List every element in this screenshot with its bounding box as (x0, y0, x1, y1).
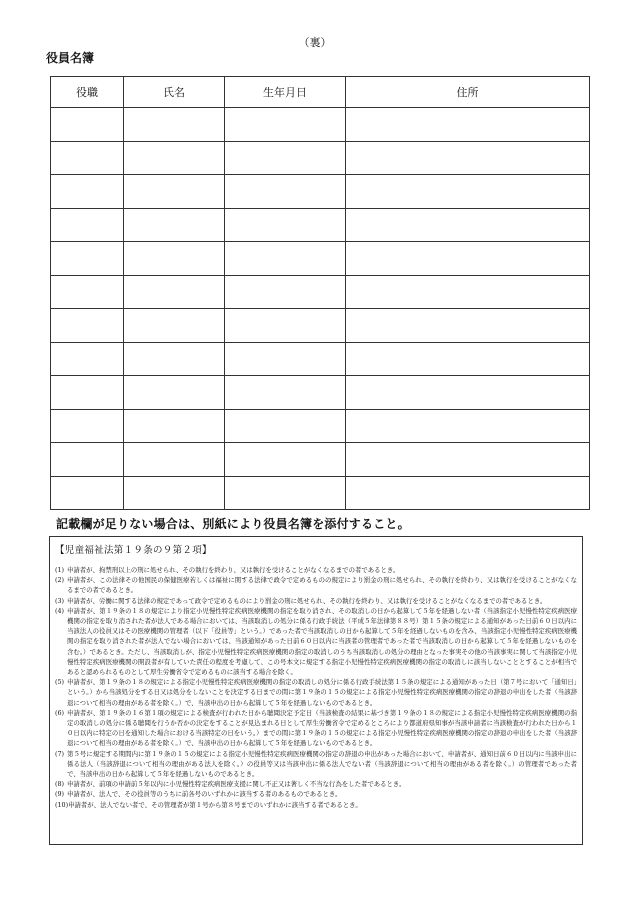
clause-number: (5) (55, 678, 65, 687)
cell-address[interactable] (346, 275, 590, 309)
cell-address[interactable] (346, 208, 590, 242)
cell-address[interactable] (346, 443, 590, 477)
clause-text: 申請者が、第１９条の１８の規定により指定小児慢性特定疾病医療機関の指定を取り消され、その取消しの日から起算して５年を経過しない者（当該指定小児慢性特定疾病医療機関の指定を取り消された者が法人である場合においては、当該取消しの処分に係る行政手続法（平成５年法律第８８号）第１５条の規定による通知があった日前６０日以内に当該法人の役員又はその医療機関の管理者（以下「役員等」という。）であった者で当該取消しの日から起算して５年を経過しないものを含み、当該指定小児慢性特定疾病医療機関の指定を取り消された者が法人でない場合においては、当該通知があった日前６０日以内に当該者の管理者であった者で当該取消しの日から起算して５年を経過しないものを含む。）であるとき。ただし、当該取消しが、指定小児慢性特定疾病医療機関の指定の取消しのうち当該取消しの処分の理由となった事実その他の当該事実に関して当該指定小児慢性特定疾病医療機関の開設者が有していた責任の程度を考慮して、この号本文に規定する指定小児慢性特定疾病医療機関の指定の取消しに該当しないこととすることが相当であると認められるものとして厚生労働省令で定めるものに該当する場合を除く。 (67, 606, 577, 677)
cell-name[interactable] (124, 108, 225, 142)
cell-position[interactable] (51, 275, 124, 309)
law-excerpt-box (49, 536, 583, 845)
table-row (51, 108, 590, 142)
cell-birthdate[interactable] (225, 208, 346, 242)
cell-name[interactable] (124, 309, 225, 343)
law-clause (55, 596, 577, 606)
table-row (51, 208, 590, 242)
cell-position[interactable] (51, 108, 124, 142)
cell-position[interactable] (51, 443, 124, 477)
law-clause (55, 708, 577, 749)
clause-text: 申請者が、拘禁刑以上の刑に処せられ、その執行を終わり、又は執行を受けることがなくなるまでの者であるとき。 (67, 566, 400, 574)
clause-text: 申請者が、法人でない者で、その管理者が第１号から第８号までのいずれかに該当する者であるとき。 (68, 800, 362, 809)
cell-address[interactable] (346, 342, 590, 376)
column-header-address: 住所 (346, 77, 590, 108)
clause-text: 第５号に規定する期間内に第１９条の１５の規定による指定小児慢性特定疾病医療機関の指定の辞退の申出があった場合において、申請者が、通知日前６０日以内に当該申出に係る法人（当該辞退について相当の理由がある法人を除く。）の役員等又は当該申出に係る法人でない者（当該辞退について相当の理由がある者を除く。）の管理者であった者で、当該申出の日から起算して５年を経過しないものであるとき。 (67, 749, 577, 779)
law-clause (55, 677, 577, 708)
cell-name[interactable] (124, 409, 225, 443)
clause-number: (1) (55, 566, 65, 574)
cell-birthdate[interactable] (225, 141, 346, 175)
page-title: 役員名簿 (46, 51, 95, 65)
table-row (51, 242, 590, 276)
law-excerpt-title: 【児童福祉法第１９条の９第２項】 (55, 545, 212, 556)
law-clause (55, 565, 577, 575)
cell-name[interactable] (124, 242, 225, 276)
law-clause-list (55, 565, 577, 810)
clause-number: (4) (55, 606, 65, 615)
clause-number: (2) (55, 576, 65, 585)
cell-name[interactable] (124, 342, 225, 376)
cell-birthdate[interactable] (225, 175, 346, 209)
table-row (51, 141, 590, 175)
clause-number: (7) (55, 749, 65, 758)
law-clause (55, 749, 577, 780)
law-clause (55, 779, 577, 789)
cell-birthdate[interactable] (225, 409, 346, 443)
clause-number: (8) (55, 780, 65, 789)
cell-name[interactable] (124, 141, 225, 175)
cell-position[interactable] (51, 309, 124, 343)
clause-text: 申請者が、労働に関する法律の規定であって政令で定めるものにより罰金の刑に処せられ、その執行を終わり、又は執行を受けることがなくなるまでの者であるとき。 (67, 596, 547, 605)
cell-address[interactable] (346, 476, 590, 510)
cell-position[interactable] (51, 342, 124, 376)
law-clause (55, 606, 577, 677)
clause-text: 申請者が、法人で、その役員等のうちに前各号のいずれかに該当する者のあるものであるとき。 (67, 790, 342, 799)
cell-birthdate[interactable] (225, 342, 346, 376)
column-header-position: 役職 (51, 77, 124, 108)
cell-address[interactable] (346, 376, 590, 410)
cell-position[interactable] (51, 208, 124, 242)
cell-name[interactable] (124, 175, 225, 209)
cell-position[interactable] (51, 476, 124, 510)
cell-position[interactable] (51, 141, 124, 175)
cell-name[interactable] (124, 376, 225, 410)
law-clause (55, 789, 577, 799)
officer-roster-table (50, 76, 590, 510)
clause-number: (10) (55, 800, 69, 809)
cell-birthdate[interactable] (225, 108, 346, 142)
column-header-birthdate: 生年月日 (225, 77, 346, 108)
cell-address[interactable] (346, 175, 590, 209)
cell-name[interactable] (124, 476, 225, 510)
clause-text: 申請者が、前項の申請前５年以内に小児慢性特定疾病医療支援に関し不正又は著しく不当な行為をした者であるとき。 (67, 780, 406, 789)
cell-address[interactable] (346, 141, 590, 175)
cell-birthdate[interactable] (225, 443, 346, 477)
cell-birthdate[interactable] (225, 275, 346, 309)
page-side-marker: （裏） (298, 36, 332, 49)
clause-text: 申請者が、第１９条の１６第１項の規定による検査が行われた日から聴聞決定予定日（当該検査の結果に基づき第１９条の１８の規定による指定小児慢性特定疾病医療機関の指定の取消しの処分に係る聴聞を行うか否かの決定をすることが見込まれる日として厚生労働省令で定めるところにより都道府県知事が当該申請者に当該検査が行われた日から１０日以内に特定の日を通知した場合における当該特定の日をいう。）までの間に第１９条の１５の規定による指定小児慢性特定疾病医療機関の指定の辞退の申出をした者（当該辞退について相当の理由がある者を除く。）で、当該申出の日から起算して５年を経過しないものであるとき。 (67, 708, 577, 748)
cell-position[interactable] (51, 409, 124, 443)
cell-address[interactable] (346, 242, 590, 276)
law-clause (55, 800, 577, 810)
law-clause (55, 575, 577, 595)
cell-position[interactable] (51, 242, 124, 276)
clause-number: (9) (55, 790, 65, 799)
table-row (51, 175, 590, 209)
cell-position[interactable] (51, 376, 124, 410)
table-row (51, 342, 590, 376)
table-row (51, 275, 590, 309)
cell-address[interactable] (346, 108, 590, 142)
cell-address[interactable] (346, 309, 590, 343)
table-row (51, 476, 590, 510)
cell-birthdate[interactable] (225, 309, 346, 343)
cell-address[interactable] (346, 409, 590, 443)
column-header-name: 氏名 (124, 77, 225, 108)
clause-number: (3) (55, 596, 65, 605)
attachment-note: 記載欄が足りない場合は、別紙により役員名簿を添付すること。 (56, 517, 410, 531)
cell-birthdate[interactable] (225, 376, 346, 410)
cell-birthdate[interactable] (225, 476, 346, 510)
table-row (51, 409, 590, 443)
cell-name[interactable] (124, 443, 225, 477)
table-row (51, 443, 590, 477)
cell-name[interactable] (124, 208, 225, 242)
table-row (51, 309, 590, 343)
clause-text: 申請者が、この法律その他国民の保健医療若しくは福祉に関する法律で政令で定めるものの規定により罰金の刑に処せられ、その執行を終わり、又は執行を受けることがなくなるまでの者であるとき。 (67, 576, 577, 595)
cell-name[interactable] (124, 275, 225, 309)
table-header-row (51, 77, 590, 108)
clause-text: 申請者が、第１９条の１８の規定による指定小児慢性特定疾病医療機関の指定の取消しの処分に係る行政手続法第１５条の規定による通知があった日（第７号において「通知日」という。）から当該処分をする日又は処分をしないことを決定する日までの間に第１９条の１５の規定による指定小児慢性特定疾病医療機関の指定の辞退の申出をした者（当該辞退について相当の理由がある者を除く。）で、当該申出の日から起算して５年を経過しないものであるとき。 (67, 678, 577, 707)
cell-birthdate[interactable] (225, 242, 346, 276)
clause-number: (6) (55, 708, 65, 717)
table-row (51, 376, 590, 410)
cell-position[interactable] (51, 175, 124, 209)
